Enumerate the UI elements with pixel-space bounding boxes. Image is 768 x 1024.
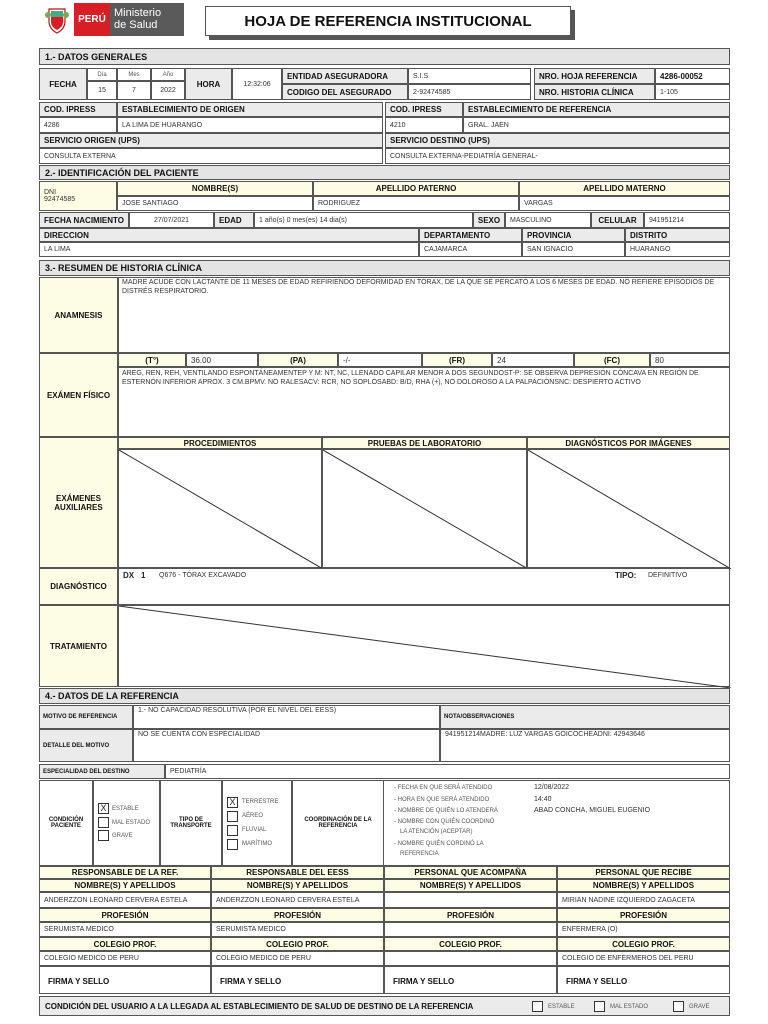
terrestre-checkbox[interactable]: X (227, 797, 238, 808)
mes-label: Mes (117, 68, 151, 81)
tipo-value: DEFINITIVO (648, 572, 688, 579)
fr-value: 24 (492, 353, 574, 367)
apellido-materno-label: APELLIDO MATERNO (519, 181, 730, 196)
fc-value: 80 (650, 353, 730, 367)
tipo-transporte-label: TIPO DE TRANSPORTE (160, 780, 222, 866)
nombres-label: NOMBRE(S) (117, 181, 313, 196)
transporte-options (222, 780, 292, 866)
servicio-destino-value: CONSULTA EXTERNA-PEDIATRÍA GENERAL- (385, 148, 730, 164)
condicion-options (93, 780, 160, 866)
colegio-value-2: COLEGIO MEDICO DE PERU (211, 951, 384, 966)
dni-value: 92474585 (44, 196, 76, 203)
peru-brand: PERÚ (74, 3, 110, 36)
entidad-value: S.I.S (408, 68, 531, 84)
ministry-name (110, 3, 184, 36)
establecimiento-origen-value: LA LIMA DE HUARANGO (117, 117, 383, 133)
firma-sello-2: FIRMA Y SELLO (211, 966, 384, 994)
profesion-value-2: SERUMISTA MEDICO (211, 922, 384, 937)
section-3-title: 3.- RESUMEN DE HISTORIA CLÍNICA (39, 260, 730, 276)
personal-recibe-label: PERSONAL QUE RECIBE (557, 866, 730, 879)
footer-mal-estado-option: MAL ESTADO (610, 1004, 649, 1010)
dia-label: Día (87, 68, 117, 81)
profesion-value-3 (384, 922, 557, 937)
diagnostico-box (118, 568, 730, 605)
profesion-value-1: SERUMISTA MEDICO (39, 922, 211, 937)
nombre-value-1: ANDERZZON LEONARD CERVERA ESTELA (39, 892, 211, 908)
coordino-label: - NOMBRE CON QUIÉN COORDINÓ (394, 819, 495, 825)
procedimientos-label: PROCEDIMIENTOS (118, 437, 322, 449)
motivo-value: 1.- NO CAPACIDAD RESOLUTIVA (POR EL NIVEL DEL EESS) (133, 705, 440, 729)
servicio-origen-label: SERVICIO ORIGEN (UPS) (39, 133, 383, 148)
examen-fisico-label: EXÁMEN FÍSICO (39, 353, 118, 437)
dni-cell (39, 181, 117, 211)
direccion-label: DIRECCION (39, 228, 419, 242)
entidad-label: ENTIDAD ASEGURADORA (282, 68, 408, 84)
detalle-value: NO SE CUENTA CON ESPECIALIDAD (133, 729, 440, 762)
colegio-label-1: COLEGIO PROF. (39, 937, 211, 951)
edad-value: 1 año(s) 0 mes(es) 14 dia(s) (254, 212, 473, 228)
terrestre-option: TERRESTRE (242, 799, 279, 805)
fecha-mes: 7 (117, 81, 151, 100)
motivo-label: MOTIVO DE REFERENCIA (39, 705, 133, 729)
footer-grave-option: GRAVE (689, 1004, 710, 1010)
maritimo-checkbox[interactable] (227, 839, 238, 850)
mal-estado-checkbox[interactable] (98, 817, 109, 828)
temperatura-label: (T°) (118, 353, 186, 367)
firma-sello-4: FIRMA Y SELLO (557, 966, 730, 994)
condicion-paciente-label: CONDICIÓN PACIENTE (39, 780, 93, 866)
pruebas-laboratorio-label: PRUEBAS DE LABORATORIO (322, 437, 527, 449)
colegio-label-2: COLEGIO PROF. (211, 937, 384, 951)
cordino-ref-label-2: REFERENCIA (400, 851, 439, 857)
hora-label: HORA (185, 68, 232, 100)
personal-acompana-label: PERSONAL QUE ACOMPAÑA (384, 866, 557, 879)
aereo-checkbox[interactable] (227, 811, 238, 822)
colegio-label-4: COLEGIO PROF. (557, 937, 730, 951)
footer-mal-estado-checkbox[interactable] (594, 1001, 605, 1012)
fecha-nacimiento-value: 27/07/2021 (129, 212, 214, 228)
footer-estable-option: ESTABLE (548, 1004, 575, 1010)
nombre-value-2: ANDERZZON LEONARD CERVERA ESTELA (211, 892, 384, 908)
aereo-option: AÉREO (242, 813, 264, 819)
pa-label: (PA) (258, 353, 338, 367)
nota-value: 941951214MADRE: LUZ VARGAS GOICOCHEADNI: 42943646 (440, 729, 730, 762)
mal-estado-option: MAL ESTADO (112, 820, 151, 826)
cod-ipress-value: 4286 (39, 117, 117, 133)
diagnostico-label: DIAGNÓSTICO (39, 568, 118, 605)
pa-value: -/- (338, 353, 422, 367)
direccion-value: LA LIMA (39, 242, 419, 257)
nombre-value-4: MIRIAN NADINE IZQUIERDO ZAGACETA (557, 892, 730, 908)
profesion-label-2: PROFESIÓN (211, 908, 384, 922)
footer-grave-checkbox[interactable] (673, 1001, 684, 1012)
examen-fisico-text: AREG, REN, REH, VENTILANDO ESPONTÁNEAMENTEP Y M: NT, NC, LLENADO CAPILAR MENOR A DOS SEGUNDOST-P: SE OBSERVA DEPRESIÓN CÓNCAVA EN REGIÓN DE ESTERNÓN INFERIOR APROX. 3 CM.BPMV. NO RALESACV: RCR, NO SOPLOSABD: B/D, RHA (+), NO DOLOROSO A LA PALPACIÓNSNC: DESPIERTO ACTIVO (118, 367, 730, 437)
dx-number: 1 (141, 571, 146, 580)
coordino-label-2: LA ATENCIÓN (ACEPTAR) (400, 829, 473, 835)
imagenes-box (527, 449, 730, 568)
colegio-value-3 (384, 951, 557, 966)
anamnesis-label: ANAMNESIS (39, 277, 118, 353)
fecha-nacimiento-label: FECHA NACIMIENTO (39, 212, 129, 228)
distrito-value: HUARANGO (625, 242, 730, 257)
nro-historia-label: NRO. HISTORIA CLÍNICA (534, 84, 655, 100)
footer-estable-checkbox[interactable] (532, 1001, 543, 1012)
celular-value: 941951214 (644, 212, 730, 228)
apellido-materno-value: VARGAS (519, 196, 730, 211)
colegio-value-4: COLEGIO DE ENFERMEROS DEL PERU (557, 951, 730, 966)
fecha-atendido-value: 12/08/2022 (534, 784, 570, 791)
codigo-asegurado-label: CODIGO DEL ASEGURADO (282, 84, 408, 100)
quien-atendera-value: ABAD CONCHA, MIGUEL EUGENIO (534, 807, 651, 814)
maritimo-option: MARÍTIMO (242, 841, 272, 847)
coordinacion-label: COORDINACIÓN DE LA REFERENCIA (292, 780, 384, 866)
edad-label: EDAD (214, 212, 254, 228)
dni-label: DNI (44, 189, 57, 196)
tratamiento-box (118, 605, 730, 687)
celular-label: CELULAR (591, 212, 644, 228)
ministry-line2: de Salud (114, 19, 158, 31)
condicion-llegada-label: CONDICIÓN DEL USUARIO A LA LLEGADA AL ESTABLECIMIENTO DE SALUD DE DESTINO DE LA REFERENCIA (45, 1002, 474, 1011)
ministry-line1: Ministerio (114, 7, 162, 19)
establecimiento-origen-label: ESTABLECIMIENTO DE ORIGEN (117, 102, 383, 117)
section-4-title: 4.- DATOS DE LA REFERENCIA (39, 688, 730, 704)
nro-historia-value: 1-105 (655, 84, 730, 100)
servicio-origen-value: CONSULTA EXTERNA (39, 148, 383, 164)
cordino-ref-label: - NOMBRE QUIÉN CORDINÓ LA (394, 841, 484, 847)
colegio-label-3: COLEGIO PROF. (384, 937, 557, 951)
examenes-auxiliares-label: EXÁMENES AUXILIARES (39, 437, 118, 568)
apellido-paterno-value: RODRIGUEZ (313, 196, 519, 211)
dx-value: Q676 - TÓRAX EXCAVADO (159, 572, 247, 579)
provincia-value: SAN IGNACIO (522, 242, 625, 257)
sexo-label: SEXO (473, 212, 505, 228)
apellido-paterno-label: APELLIDO PATERNO (313, 181, 519, 196)
cod-ipress-ref-value: 4210 (385, 117, 463, 133)
page-title: HOJA DE REFERENCIA INSTITUCIONAL (205, 6, 571, 36)
hora-atendido-value: 14:40 (534, 796, 552, 803)
establecimiento-referencia-value: GRAL. JAEN (463, 117, 730, 133)
grave-checkbox[interactable] (98, 830, 109, 841)
especialidad-label: ESPECIALIDAD DEL DESTINO (39, 764, 165, 779)
establecimiento-referencia-label: ESTABLECIMIENTO DE REFERENCIA (463, 102, 730, 117)
fr-label: (FR) (422, 353, 492, 367)
section-2-title: 2.- IDENTIFICACIÓN DEL PACIENTE (39, 165, 730, 180)
departamento-label: DEPARTAMENTO (419, 228, 522, 242)
estable-checkbox[interactable]: X (98, 803, 109, 814)
especialidad-value: PEDIATRÍA (165, 764, 730, 779)
fecha-atendido-label: - FECHA EN QUE SERÁ ATENDIDO (394, 785, 493, 791)
nombres-apellidos-label-1: NOMBRE(S) Y APELLIDOS (39, 879, 211, 892)
cod-ipress-ref-label: COD. IPRESS (385, 102, 463, 117)
fluvial-checkbox[interactable] (227, 825, 238, 836)
distrito-label: DISTRITO (625, 228, 730, 242)
quien-atendera-label: - NOMBRE DE QUIÉN LO ATENDERÁ (394, 808, 498, 814)
firma-sello-1: FIRMA Y SELLO (39, 966, 211, 994)
ano-label: Año (151, 68, 185, 81)
diagnostico-imagenes-label: DIAGNÓSTICOS POR IMÁGENES (527, 437, 730, 449)
cod-ipress-label: COD. IPRESS (39, 102, 117, 117)
tratamiento-label: TRATAMIENTO (39, 605, 118, 687)
anamnesis-text: MADRE ACUDE CON LACTANTE DE 11 MESES DE EDAD REFIRIENDO DEFORMIDAD EN TÓRAX, DE LA QUE SE PERCATÓ A LOS 6 MESES DE EDAD. NO REFIERE EPISODIOS DE DISTRÉS RESPIRATORIO. (118, 277, 730, 353)
fecha-ano: 2022 (151, 81, 185, 100)
detalle-label: DETALLE DEL MOTIVO (39, 729, 133, 762)
servicio-destino-label: SERVICIO DESTINO (UPS) (385, 133, 730, 148)
estable-option: ESTABLE (112, 806, 139, 812)
nro-hoja-label: NRO. HOJA REFERENCIA (534, 68, 655, 84)
profesion-label-4: PROFESIÓN (557, 908, 730, 922)
minsa-logo (40, 3, 184, 36)
resp-ref-label: RESPONSABLE DE LA REF. (39, 866, 211, 879)
profesion-label-3: PROFESIÓN (384, 908, 557, 922)
provincia-label: PROVINCIA (522, 228, 625, 242)
firma-sello-3: FIRMA Y SELLO (384, 966, 557, 994)
nombre-value-3 (384, 892, 557, 908)
dx-label: DX (123, 571, 135, 580)
nombres-apellidos-label-2: NOMBRE(S) Y APELLIDOS (211, 879, 384, 892)
nombres-apellidos-label-3: NOMBRE(S) Y APELLIDOS (384, 879, 557, 892)
hora-atendido-label: - HORA EN QUE SERÁ ATENDIDO (394, 797, 490, 803)
grave-option: GRAVE (112, 833, 133, 839)
sexo-value: MASCULINO (505, 212, 591, 228)
fluvial-option: FLUVIAL (242, 827, 267, 833)
peru-shield-icon (40, 3, 74, 36)
condicion-llegada-row (39, 996, 730, 1016)
profesion-value-4: ENFERMERA (O) (557, 922, 730, 937)
fc-label: (FC) (574, 353, 650, 367)
hora-value: 12:32:06 (232, 68, 282, 100)
procedimientos-box (118, 449, 322, 568)
nro-hoja-value: 4286-00052 (655, 68, 730, 84)
nombres-apellidos-label-4: NOMBRE(S) Y APELLIDOS (557, 879, 730, 892)
nota-label: NOTA/OBSERVACIONES (440, 705, 730, 729)
fecha-label: FECHA (39, 68, 87, 100)
section-1-title: 1.- DATOS GENERALES (39, 48, 730, 65)
colegio-value-1: COLEGIO MEDICO DE PERU (39, 951, 211, 966)
codigo-asegurado-value: 2-92474585 (408, 84, 531, 100)
laboratorio-box (322, 449, 527, 568)
fecha-dia: 15 (87, 81, 117, 100)
departamento-value: CAJAMARCA (419, 242, 522, 257)
profesion-label-1: PROFESIÓN (39, 908, 211, 922)
temperatura-value: 36.00 (186, 353, 258, 367)
nombres-value: JOSE SANTIAGO (117, 196, 313, 211)
coordinacion-details (384, 780, 730, 866)
tipo-label: TIPO: (615, 571, 637, 580)
resp-eess-label: RESPONSABLE DEL EESS (211, 866, 384, 879)
